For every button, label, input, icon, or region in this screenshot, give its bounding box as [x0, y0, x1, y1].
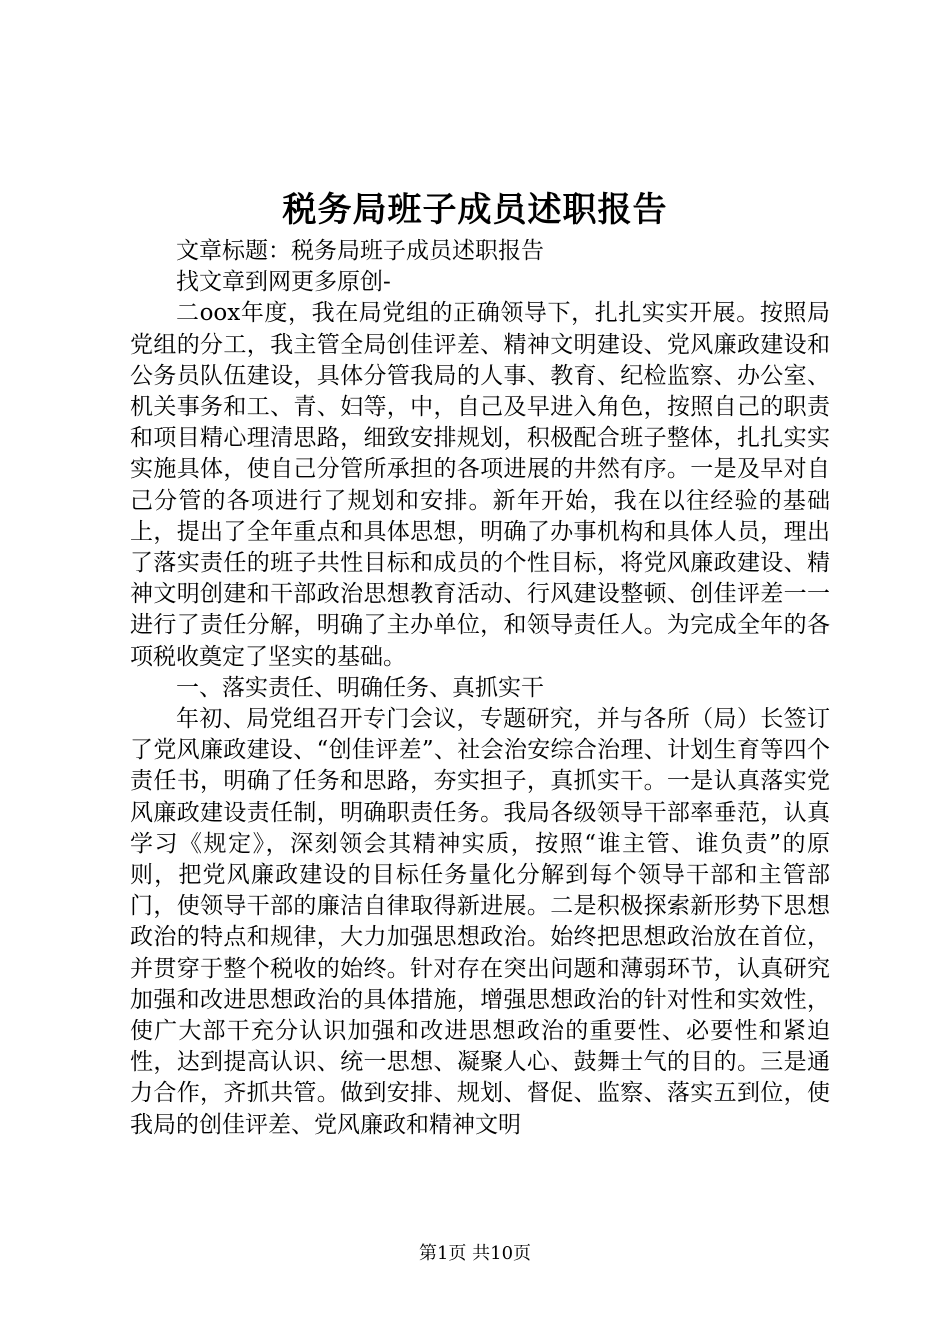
document-body — [130, 236, 830, 1141]
page-footer: 第1页 共10页 — [418, 1243, 532, 1264]
paragraph-source-note: 找文章到网更多原创- — [176, 269, 391, 296]
document-title: 税务局班子成员述职报告 — [282, 190, 668, 230]
paragraph-article-title: 文章标题：税务局班子成员述职报告 — [176, 238, 544, 264]
paragraph-section-1: 年初、局党组召开专门会议，专题研究，并与各所（局）长签订了党风廉政建设、“创佳评差”、社会治安综合治理、计划生育等四个责任书，明确了任务和思路，夯实担子，真抓实干。一是认真落实党风廉政建设责任制，明确职责任务。我局各级领导干部率垂范，认真学习《规定》，深刻领会其精神实质，按照“谁主管、谁负责”的原则，把党风廉政建设的目标任务量化分解到每个领导干部和主管部门，使领导干部的廉洁自律取得新进展。二是积极探索新形势下思想政治的特点和规律，大力加强思想政治。始终把思想政治放在首位，并贯穿于整个税收的始终。针对存在突出问题和薄弱环节，认真研究加强和改进思想政治的具体措施，增强思想政治的针对性和实效性，使广大部干充分认识加强和改进思想政治的重要性、必要性和紧迫性，达到提高认识、统一思想、凝聚人心、鼓舞士气的目的。三是通力合作，齐抓共管。做到安排、规划、督促、监察、落实五到位，使我局的创佳评差、党风廉政和精神文明 — [130, 706, 830, 1138]
paragraph-intro: 二oox年度，我在局党组的正确领导下，扎扎实实开展。按照局党组的分工，我主管全局创佳评差、精神文明建设、党风廉政建设和公务员队伍建设，具体分管我局的人事、教育、纪检监察、办公室、机关事务和工、青、妇等，中，自己及早进入角色，按照自己的职责和项目精心理清思路，细致安排规划，积极配合班子整体，扎扎实实实施具体，使自己分管所承担的各项进展的井然有序。一是及早对自己分管的各项进行了规划和安排。新年开始，我在以往经验的基础上，提出了全年重点和具体思想，明确了办事机构和具体人员，理出了落实责任的班子共性目标和成员的个性目标，将党风廉政建设、精神文明创建和干部政治思想教育活动、行风建设整顿、创佳评差一一进行了责任分解，明确了主办单位，和领导责任人。为完成全年的各项税收奠定了坚实的基础。 — [130, 300, 830, 670]
section-heading-1: 一、落实责任、明确任务、真抓实干 — [176, 674, 544, 701]
